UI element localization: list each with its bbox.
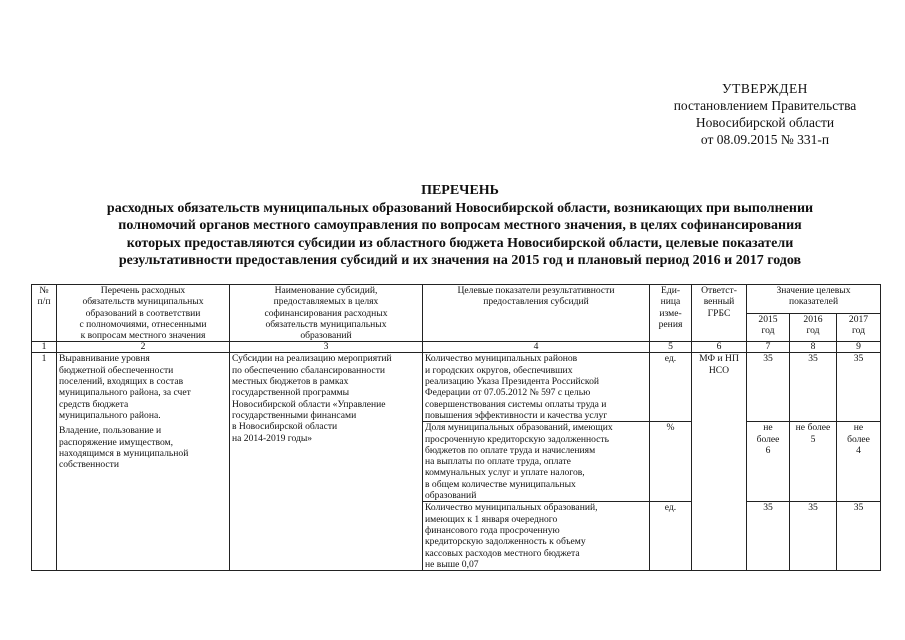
header-text: обязательств муниципальных bbox=[265, 318, 387, 330]
value-2017 bbox=[837, 422, 881, 502]
header-text: венный bbox=[703, 296, 735, 308]
header-text: предоставления субсидий bbox=[483, 296, 589, 308]
cell-text: Количество муниципальных образований, bbox=[425, 502, 598, 514]
cell-text: не выше 0,07 bbox=[425, 558, 479, 570]
column-number: 5 bbox=[650, 342, 692, 353]
column-number: 7 bbox=[747, 342, 790, 353]
cell-text: по обеспечению сбалансированности bbox=[232, 364, 386, 376]
cell-text: находящимся в муниципальной bbox=[59, 447, 189, 459]
header-year-2016 bbox=[790, 313, 837, 342]
cell-text: поселений, входящих в состав bbox=[59, 376, 184, 388]
header-grbs bbox=[692, 285, 747, 342]
row-number: 1 bbox=[32, 353, 57, 571]
header-values bbox=[747, 285, 881, 314]
cell-text: бюджетов по оплате труда и начислениям bbox=[425, 444, 596, 456]
cell-text: муниципального района. bbox=[59, 409, 161, 421]
header-text: образований bbox=[300, 330, 352, 342]
header-text: год bbox=[761, 325, 775, 337]
value-2015: 35 bbox=[747, 502, 790, 571]
cell-text: кассовых расходов местного бюджета bbox=[425, 547, 580, 559]
header-text: год bbox=[806, 325, 820, 337]
unit-cell: ед. bbox=[650, 502, 692, 571]
header-text: Перечень расходных bbox=[100, 285, 186, 296]
cell-text: в Новосибирской области bbox=[232, 421, 338, 433]
value-2016: 35 bbox=[790, 502, 837, 571]
column-number: 6 bbox=[692, 342, 747, 353]
cell-text: бюджетной обеспеченности bbox=[59, 364, 174, 376]
header-text: 2017 bbox=[848, 313, 869, 325]
header-year-2017 bbox=[837, 313, 881, 342]
cell-text: Новосибирской области «Управление bbox=[232, 398, 386, 410]
column-number: 9 bbox=[837, 342, 881, 353]
header-text: Еди- bbox=[660, 285, 681, 296]
unit-cell: % bbox=[650, 422, 692, 502]
header-text: предоставляемых в целях bbox=[273, 296, 379, 308]
cell-text: распоряжение имуществом, bbox=[59, 436, 174, 448]
cell-text: не bbox=[763, 422, 773, 434]
cell-text: более bbox=[847, 433, 870, 445]
cell-text: муниципального района, за счет bbox=[59, 387, 191, 399]
cell-text: не более bbox=[795, 422, 831, 434]
header-subsidies bbox=[230, 285, 423, 342]
header-text: к вопросам местного значения bbox=[80, 330, 206, 342]
value-2017: 35 bbox=[837, 353, 881, 422]
value-2016 bbox=[790, 422, 837, 502]
approval-title: УТВЕРЖДЕН bbox=[722, 81, 808, 96]
unit-cell: ед. bbox=[650, 353, 692, 422]
header-text: Наименование субсидий, bbox=[274, 285, 378, 296]
cell-text: средств бюджета bbox=[59, 398, 129, 410]
cell-text: собственности bbox=[59, 459, 120, 471]
header-text: № bbox=[39, 285, 49, 296]
indicator-cell bbox=[423, 502, 650, 571]
column-number: 4 bbox=[423, 342, 650, 353]
column-number: 2 bbox=[57, 342, 230, 353]
cell-text: Субсидии на реализацию мероприятий bbox=[232, 353, 392, 365]
value-2017: 35 bbox=[837, 502, 881, 571]
title-line: расходных обязательств муниципальных образований Новосибирской области, возникающих при выполнении bbox=[106, 200, 814, 216]
cell-text: образований bbox=[425, 490, 477, 502]
cell-text: на выплаты по оплате труда, оплате bbox=[425, 456, 571, 468]
header-num bbox=[32, 285, 57, 342]
title-heading: ПЕРЕЧЕНЬ bbox=[421, 183, 499, 198]
cell-text: реализацию Указа Президента Российской bbox=[425, 376, 600, 388]
header-year-2015 bbox=[747, 313, 790, 342]
document-title bbox=[40, 182, 880, 270]
cell-text: Выравнивание уровня bbox=[59, 353, 150, 365]
cell-text: не bbox=[853, 422, 864, 434]
header-text: п/п bbox=[37, 296, 51, 308]
cell-text: финансового года просроченную bbox=[425, 524, 560, 536]
cell-text: Количество муниципальных районов bbox=[425, 353, 578, 365]
cell-text: в общем количестве муниципальных bbox=[425, 478, 576, 490]
header-text: с полномочиями, отнесенными bbox=[79, 318, 207, 330]
header-text: ГРБС bbox=[707, 307, 731, 319]
column-number: 8 bbox=[790, 342, 837, 353]
cell-text: и городских округов, обеспечивших bbox=[425, 364, 573, 376]
header-obligations bbox=[57, 285, 230, 342]
value-2015 bbox=[747, 422, 790, 502]
title-line: которых предоставляются субсидии из областного бюджета Новосибирской области, целевые показатели bbox=[126, 235, 794, 251]
header-text: ница bbox=[660, 296, 681, 308]
header-text: образований в соответствии bbox=[85, 307, 201, 319]
table-row bbox=[32, 353, 881, 422]
cell-text: кредиторскую задолженность к объему bbox=[425, 536, 586, 548]
cell-text: коммунальных услуг и уплате налогов, bbox=[425, 467, 585, 479]
header-unit bbox=[650, 285, 692, 342]
header-text: изме- bbox=[659, 307, 682, 319]
header-text: Целевые показатели результативности bbox=[457, 285, 615, 296]
approval-block bbox=[655, 80, 875, 148]
column-number: 1 bbox=[32, 342, 57, 353]
cell-text: более bbox=[756, 433, 780, 445]
cell-text: государственными финансами bbox=[232, 409, 357, 421]
cell-text: совершенствования системы оплаты труда и bbox=[425, 398, 607, 410]
header-text: софинансирования расходных bbox=[264, 307, 388, 319]
indicator-cell bbox=[423, 422, 650, 502]
title-line: результативности предоставления субсидий и их значения на 2015 год и плановый период 2016 и 2017 годов bbox=[118, 253, 802, 269]
header-text: 2016 bbox=[803, 313, 823, 325]
header-text: рения bbox=[658, 318, 683, 330]
title-line: полномочий органов местного самоуправления по вопросам местного значения, в целях софинансирования bbox=[118, 218, 802, 234]
obligations-table bbox=[31, 284, 881, 571]
cell-text: 6 bbox=[765, 444, 771, 456]
header-indicators bbox=[423, 285, 650, 342]
header-text: показателей bbox=[788, 296, 839, 308]
value-2016: 35 bbox=[790, 353, 837, 422]
obligations-cell bbox=[57, 353, 230, 571]
column-numbers-row bbox=[32, 342, 881, 353]
approval-line: постановлением Правительства bbox=[673, 98, 857, 113]
header-text: Ответст- bbox=[701, 285, 737, 296]
indicator-cell bbox=[423, 353, 650, 422]
cell-text: 5 bbox=[810, 433, 816, 445]
cell-text: Федерации от 07.05.2012 № 597 с целью bbox=[425, 387, 591, 399]
cell-text: НСО bbox=[708, 364, 730, 376]
header-text: обязательств муниципальных bbox=[82, 296, 204, 308]
header-text: 2015 bbox=[758, 313, 778, 325]
approval-line: Новосибирской области bbox=[695, 115, 835, 130]
cell-text: государственной программы bbox=[232, 387, 350, 399]
cell-text: МФ и НП bbox=[699, 353, 739, 365]
cell-text: 4 bbox=[856, 444, 861, 456]
cell-text: местных бюджетов в рамках bbox=[232, 376, 349, 388]
cell-text: имеющих к 1 января очередного bbox=[425, 513, 558, 525]
value-2015: 35 bbox=[747, 353, 790, 422]
approval-date: от 08.09.2015 № 331-п bbox=[700, 132, 830, 147]
cell-text: Доля муниципальных образований, имеющих bbox=[425, 422, 613, 434]
grbs-cell bbox=[692, 353, 747, 571]
column-number: 3 bbox=[230, 342, 423, 353]
header-text: год bbox=[851, 325, 866, 337]
cell-text: повышения эффективности и качества услуг bbox=[425, 409, 608, 421]
header-row bbox=[32, 285, 881, 314]
cell-text: Владение, пользование и bbox=[59, 425, 162, 437]
subsidy-cell bbox=[230, 353, 423, 571]
cell-text: на 2014-2019 годы» bbox=[232, 432, 313, 444]
cell-text: просроченную кредиторскую задолженность bbox=[425, 433, 609, 445]
header-text: Значение целевых bbox=[776, 285, 851, 296]
